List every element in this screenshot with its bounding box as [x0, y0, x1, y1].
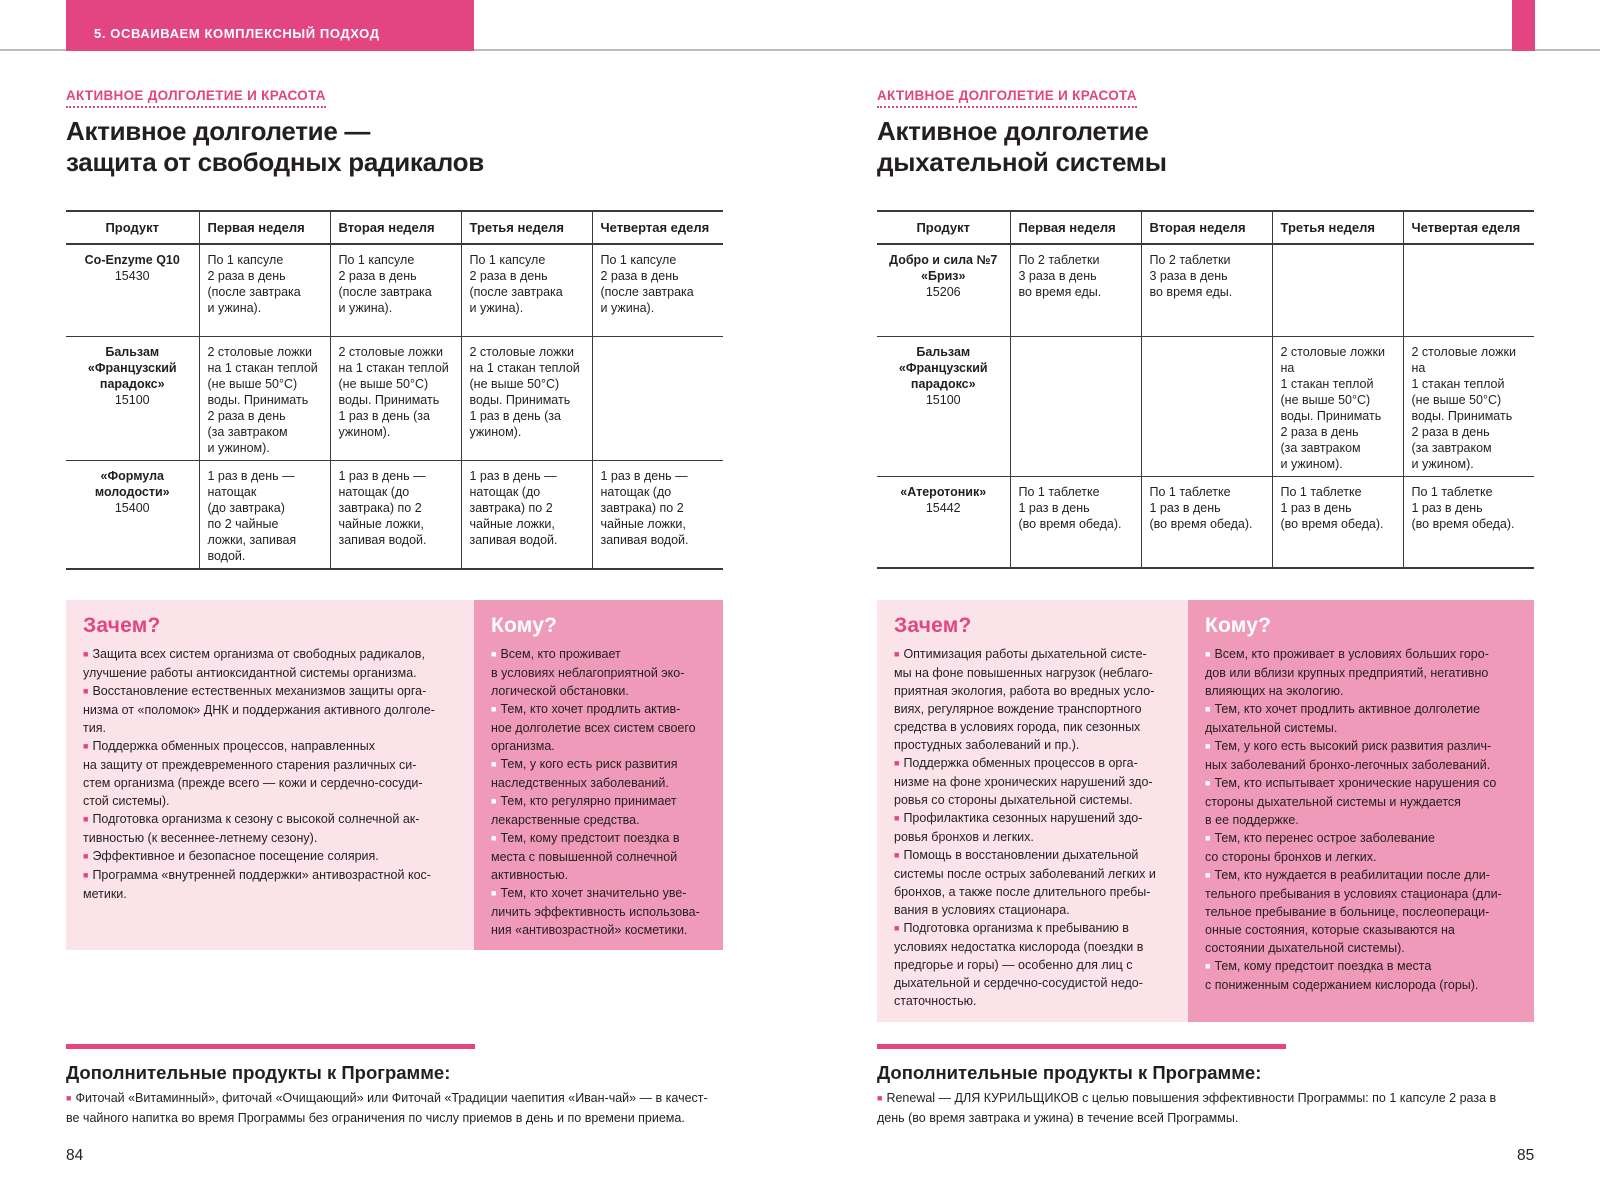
who-item: ■ Всем, кто проживает в условиях больших горо- дов или вблизи крупных предприятий, негативно влияющих на экологию. [1205, 645, 1517, 700]
table-cell: По 2 таблетки 3 раза в день во время еды. [1010, 244, 1141, 336]
why-item: ■ Защита всех систем организма от свободных радикалов, улучшение работы антиоксидантной системы организма. [83, 645, 457, 682]
product-code: 15430 [114, 269, 150, 283]
table-row [66, 460, 723, 569]
who-item: ■ Тем, кому предстоит поездка в места с повышенной солнечной активностью. [491, 829, 706, 884]
page-title [66, 116, 484, 178]
who-item: ■ Тем, кто нуждается в реабилитации после дли- тельного пребывания в условиях стационара (дли- тельное пребывание в больнице, послеопераци- онные состояния, которые сказываются на состоянии дыхательной системы). [1205, 866, 1517, 957]
why-item: ■ Оптимизация работы дыхательной систе- мы на фоне повышенных нагрузок (неблаго- приятная экология, работа во вредных усло- виях, регулярное вождение транспортного средства в условиях города, пик сезонных простудных заболеваний и пр.). [894, 645, 1171, 754]
page-left [66, 0, 723, 1200]
table-cell: 2 столовые ложки на 1 стакан теплой (не выше 50°С) воды. Принимать 2 раза в день (за завтраком и ужином). [1272, 336, 1403, 476]
column-header: Продукт [66, 211, 199, 244]
product-cell [66, 244, 199, 336]
table-header-row [877, 211, 1534, 244]
why-item: ■ Поддержка обменных процессов в орга- низме на фоне хронических нарушений здо- ровья со стороны дыхательной системы. [894, 754, 1171, 809]
table-cell: По 1 таблетке 1 раз в день (во время обеда). [1272, 476, 1403, 568]
who-title: Кому? [1205, 614, 1272, 637]
who-item: ■ Тем, кто хочет значительно уве- личить эффективность использова- ния «антивозрастной» косметики. [491, 884, 706, 939]
table-cell: По 1 капсуле 2 раза в день (после завтрака и ужина). [461, 244, 592, 336]
why-item: ■ Эффективное и безопасное посещение солярия. [83, 847, 457, 866]
table-cell [1403, 244, 1534, 336]
who-title: Кому? [491, 614, 558, 637]
table-cell: 2 столовые ложки на 1 стакан теплой (не выше 50°С) воды. Принимать 1 раз в день (за ужином). [330, 336, 461, 460]
table-row [877, 336, 1534, 476]
who-item: ■ Тем, кто регулярно принимает лекарственные средства. [491, 792, 706, 829]
who-item: ■ Тем, кому предстоит поездка в места с пониженным содержанием кислорода (горы). [1205, 957, 1517, 994]
who-item: ■ Тем, у кого есть высокий риск развития различ- ных заболеваний бронхо-легочных заболеваний. [1205, 737, 1517, 774]
section-kicker: АКТИВНОЕ ДОЛГОЛЕТИЕ И КРАСОТА [66, 88, 326, 108]
additional-rule [66, 1044, 475, 1049]
table-header-row [66, 211, 723, 244]
why-item: ■ Подготовка организма к пребыванию в условиях недостатка кислорода (поездки в предгорье и горы) — особенно для лиц с дыхательной и сердечно-сосудистой недо- статочностью. [894, 919, 1171, 1010]
column-header: Вторая неделя [330, 211, 461, 244]
table-cell: 1 раз в день — натощак (до завтрака) по 2 чайные ложки, запивая водой. [199, 460, 330, 569]
table-cell: 2 столовые ложки на 1 стакан теплой (не выше 50°С) воды. Принимать 1 раз в день (за ужином). [461, 336, 592, 460]
why-box [66, 600, 474, 950]
page-number: 85 [1517, 1147, 1535, 1164]
why-item: ■ Поддержка обменных процессов, направленных на защиту от преждевременного старения различных си- стем организма (прежде всего — кожи и сердечно-сосуди- стой системы). [83, 737, 457, 810]
page-title [877, 116, 1167, 178]
product-cell [877, 476, 1010, 568]
who-box [474, 600, 723, 950]
who-item: ■ Тем, кто хочет продлить активное долголетие дыхательной системы. [1205, 700, 1517, 737]
why-item: ■ Программа «внутренней поддержки» антивозрастной кос- метики. [83, 866, 457, 903]
table-cell: По 1 таблетке 1 раз в день (во время обеда). [1141, 476, 1272, 568]
who-item: ■ Тем, кто испытывает хронические нарушения со стороны дыхательной системы и нуждается в ее поддержке. [1205, 774, 1517, 829]
product-cell [877, 336, 1010, 476]
title-line: Активное долголетие — [66, 116, 371, 146]
program-table [66, 210, 723, 570]
additional-text: ■ Renewal — ДЛЯ КУРИЛЬЩИКОВ с целью повышения эффективности Программы: по 1 капсуле 2 раза в день (во время завтрака и ужина) в течение всей Программы. [877, 1089, 1534, 1128]
product-code: 15442 [925, 500, 961, 515]
info-panel [877, 600, 1534, 1022]
program-table [877, 210, 1534, 569]
table-cell [1272, 244, 1403, 336]
title-line: защита от свободных радикалов [66, 147, 484, 177]
table-row [877, 244, 1534, 336]
column-header: Четвертая еделя [1403, 211, 1534, 244]
who-item: ■ Тем, кто перенес острое заболевание со стороны бронхов и легких. [1205, 829, 1517, 866]
table-cell [1141, 336, 1272, 476]
table-cell: По 1 капсуле 2 раза в день (после завтрака и ужина). [199, 244, 330, 336]
table-row [66, 336, 723, 460]
why-title: Зачем? [894, 614, 972, 637]
table-row [66, 244, 723, 336]
table-cell: 2 столовые ложки на 1 стакан теплой (не выше 50°С) воды. Принимать 2 раза в день (за завтраком и ужином). [199, 336, 330, 460]
page-number: 84 [66, 1147, 84, 1164]
title-line: дыхательной системы [877, 147, 1167, 177]
table-cell [1010, 336, 1141, 476]
additional-rule [877, 1044, 1286, 1049]
product-name: Бальзам «Французский парадокс» [898, 344, 988, 391]
who-item: ■ Тем, у кого есть риск развития наследственных заболеваний. [491, 755, 706, 792]
table-cell [592, 336, 723, 460]
section-kicker: АКТИВНОЕ ДОЛГОЛЕТИЕ И КРАСОТА [877, 88, 1137, 108]
column-header: Первая неделя [199, 211, 330, 244]
column-header: Четвертая еделя [592, 211, 723, 244]
column-header: Вторая неделя [1141, 211, 1272, 244]
product-cell [66, 460, 199, 569]
why-title: Зачем? [83, 614, 161, 637]
page-right [877, 0, 1534, 1200]
table-cell: 2 столовые ложки на 1 стакан теплой (не выше 50°С) воды. Принимать 2 раза в день (за завтраком и ужином). [1403, 336, 1534, 476]
column-header: Третья неделя [461, 211, 592, 244]
chapter-tab: 5. ОСВАИВАЕМ КОМПЛЕКСНЫЙ ПОДХОД [66, 0, 474, 51]
product-name: «Атеротоник» [900, 484, 987, 499]
additional-title: Дополнительные продукты к Программе: [66, 1062, 451, 1083]
table-cell: 1 раз в день — натощак (до завтрака) по 2 чайные ложки, запивая водой. [461, 460, 592, 569]
why-item: ■ Восстановление естественных механизмов защиты орга- низма от «поломок» ДНК и поддержания активного долголе- тия. [83, 682, 457, 737]
why-item: ■ Подготовка организма к сезону с высокой солнечной ак- тивностью (к весеннее-летнему сезону). [83, 810, 457, 847]
info-panel [66, 600, 723, 950]
why-item: ■ Помощь в восстановлении дыхательной системы после острых заболеваний легких и бронхов, а также после длительного пребы- вания в условиях стационара. [894, 846, 1171, 919]
column-header: Продукт [877, 211, 1010, 244]
product-code: 15400 [114, 500, 150, 515]
who-item: ■ Всем, кто проживает в условиях неблагоприятной эко- логической обстановки. [491, 645, 706, 700]
table-cell: По 1 капсуле 2 раза в день (после завтрака и ужина). [592, 244, 723, 336]
who-item: ■ Тем, кто хочет продлить актив- ное долголетие всех систем своего организма. [491, 700, 706, 755]
why-box [877, 600, 1188, 1022]
product-cell [877, 244, 1010, 336]
title-line: Активное долголетие [877, 116, 1149, 146]
table-cell: По 1 таблетке 1 раз в день (во время обеда). [1403, 476, 1534, 568]
product-code: 15100 [114, 392, 150, 407]
column-header: Третья неделя [1272, 211, 1403, 244]
product-code: 15206 [925, 285, 961, 299]
product-name: Добро и сила №7 «Бриз» [889, 253, 998, 283]
additional-text: ■ Фиточай «Витаминный», фиточай «Очищающий» или Фиточай «Традиции чаепития «Иван-чай» — в качест- ве чайного напитка во время Программы без ограничения по числу приемов в день и по времени приема. [66, 1089, 723, 1128]
column-header: Первая неделя [1010, 211, 1141, 244]
additional-title: Дополнительные продукты к Программе: [877, 1062, 1262, 1083]
table-row [877, 476, 1534, 568]
table-cell: По 1 капсуле 2 раза в день (после завтрака и ужина). [330, 244, 461, 336]
table-cell: По 1 таблетке 1 раз в день (во время обеда). [1010, 476, 1141, 568]
why-item: ■ Профилактика сезонных нарушений здо- ровья бронхов и легких. [894, 809, 1171, 846]
table-cell: По 2 таблетки 3 раза в день во время еды. [1141, 244, 1272, 336]
product-name: «Формула молодости» [94, 468, 170, 499]
product-cell [66, 336, 199, 460]
table-cell: 1 раз в день — натощак (до завтрака) по 2 чайные ложки, запивая водой. [330, 460, 461, 569]
table-cell: 1 раз в день — натощак (до завтрака) по 2 чайные ложки, запивая водой. [592, 460, 723, 569]
who-box [1188, 600, 1534, 1022]
product-name: Co-Enzyme Q10 [84, 253, 180, 267]
product-name: Бальзам «Французский парадокс» [87, 344, 177, 391]
product-code: 15100 [925, 392, 961, 407]
